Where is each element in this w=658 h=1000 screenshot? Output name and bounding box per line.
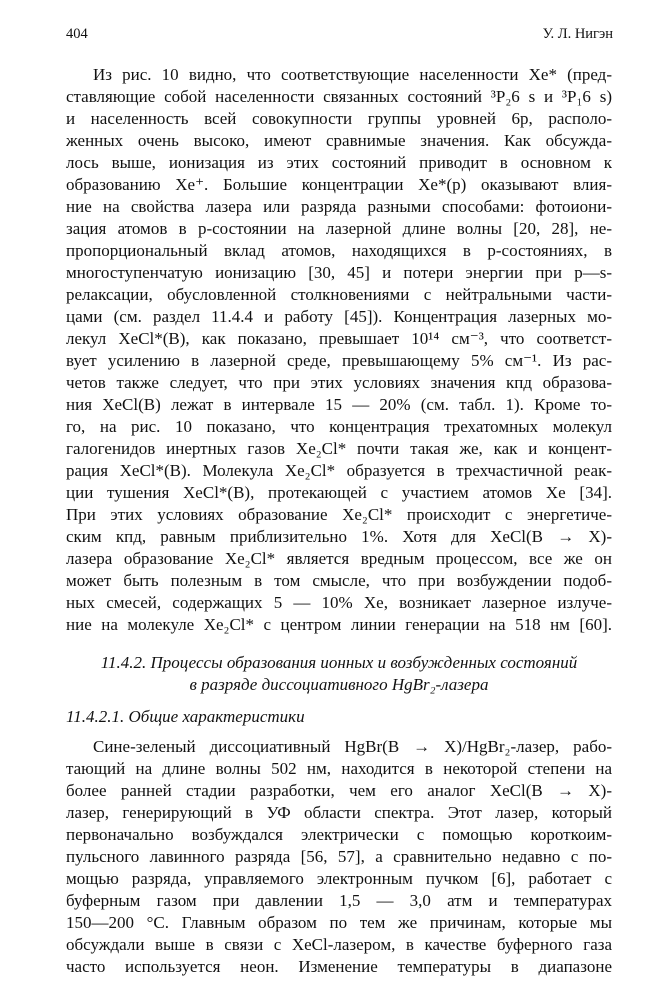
paragraph-2 (66, 736, 612, 978)
text-line: обсуждали выше в связи с XeCl-лазером, в качестве буферного газа (66, 935, 612, 954)
text-line: тающий на длине волны 502 нм, находится в некоторой степени на (66, 759, 612, 778)
text-line: ние на молекуле Xe₂Cl* с центром линии генерации на 518 нм [60]. (66, 615, 612, 634)
text-line: ния XeCl(B) лежат в интервале 15 — 20% (см. табл. 1). Кроме то- (66, 395, 612, 414)
text-line: многоступенчатую ионизацию [30, 45] и потери энергии при p—s- (66, 263, 612, 282)
text-line: лазер, генерирующий в УФ области спектра. Этот лазер, который (66, 803, 612, 822)
subsection-heading: 11.4.2.1. Общие характеристики (66, 707, 305, 726)
text-line: женных очень высоко, имеют сравнимые значения. Как обсужда- (66, 131, 612, 150)
text-line: первоначально возбуждался электрически с помощью короткоим- (66, 825, 612, 844)
text-line: Сине-зеленый диссоциативный HgBr(B → X)/HgBr₂-лазер, рабо- (93, 737, 612, 756)
text-line: лось выше, ионизация из этих состояний приводит в основном к (66, 153, 612, 172)
text-line: вует усилению в лазерной среде, превышающему 5% см⁻¹. Из рас- (66, 351, 612, 370)
text-line: ции тушения XeCl*(B), протекающей с участием атомов Xe [34]. (66, 483, 612, 502)
section-heading-line: 11.4.2. Процессы образования ионных и возбужденных состояний (100, 653, 578, 672)
text-line: пропорциональный вклад атомов, находящихся в p-состояниях, в (66, 241, 612, 260)
text-line: зация атомов в p-состоянии на лазерной длине волны [20, 28], не- (66, 219, 612, 238)
page-number: 404 (66, 26, 88, 42)
text-line: четов также следует, что при этих условиях значения кпд образова- (66, 373, 612, 392)
text-line: и населенность всей совокупности группы уровней 6p, располо- (66, 109, 612, 128)
text-line: мощью разряда, управляемого электронным пучком [6], работает с (66, 869, 612, 888)
text-line: лазера образование Xe₂Cl* является вредным процессом, все же он (66, 549, 612, 568)
text-line: ским кпд, равным приблизительно 1%. Хотя для XeCl(B → X)- (66, 527, 612, 546)
text-line: лекул XeCl*(B), как показано, превышает 10¹⁴ см⁻³, что соответст- (66, 329, 612, 348)
text-line: часто используется неон. Изменение температуры в диапазоне (66, 957, 612, 976)
text-line: ставляющие собой населенности связанных состояний ³P₂6 s и ³P₁6 s) (66, 87, 612, 106)
text-line: При этих условиях образование Xe₂Cl* происходит с энергетиче- (66, 505, 612, 524)
paragraph-1 (66, 64, 612, 636)
text-line: го, на рис. 10 показано, что концентрация трехатомных молекул (66, 417, 612, 436)
text-line: 150—200 °C. Главным образом по тем же причинам, которые мы (66, 913, 612, 932)
page-body (66, 64, 612, 978)
text-line: более ранней стадии разработки, чем его аналог XeCl(B → X)- (66, 781, 612, 800)
text-line: ние на свойства лазера или разряда разными способами: фотоиони- (66, 197, 612, 216)
text-line: рация XeCl*(B). Молекула Xe₂Cl* образуется в трехчастичной реак- (66, 461, 612, 480)
text-line: цами (см. раздел 11.4.4 и работу [45]). Концентрация лазерных мо- (66, 307, 612, 326)
text-line: галогенидов инертных газов Xe₂Cl* почти такая же, как и концент- (66, 439, 612, 458)
section-heading-line: в разряде диссоциативного HgBr₂-лазера (189, 675, 489, 694)
text-line: может быть полезным в том смысле, что при возбуждении подоб- (66, 571, 612, 590)
text-line: релаксации, обусловленной столкновениями с нейтральными части- (66, 285, 612, 304)
running-head-author: У. Л. Нигэн (542, 26, 613, 42)
page-header (66, 24, 613, 44)
text-line: пульсного лавинного разряда [56, 57], а сравнительно недавно с по- (66, 847, 612, 866)
section-heading (66, 652, 612, 696)
text-line: Из рис. 10 видно, что соответствующие населенности Xe* (пред- (93, 65, 612, 84)
text-line: образованию Xe⁺. Большие концентрации Xe*(p) оказывают влия- (66, 175, 612, 194)
text-line: ных смесей, содержащих 5 — 10% Xe, возникает лазерное излуче- (66, 593, 612, 612)
text-line: буферным газом при давлении 1,5 — 3,0 атм и температурах (66, 891, 612, 910)
